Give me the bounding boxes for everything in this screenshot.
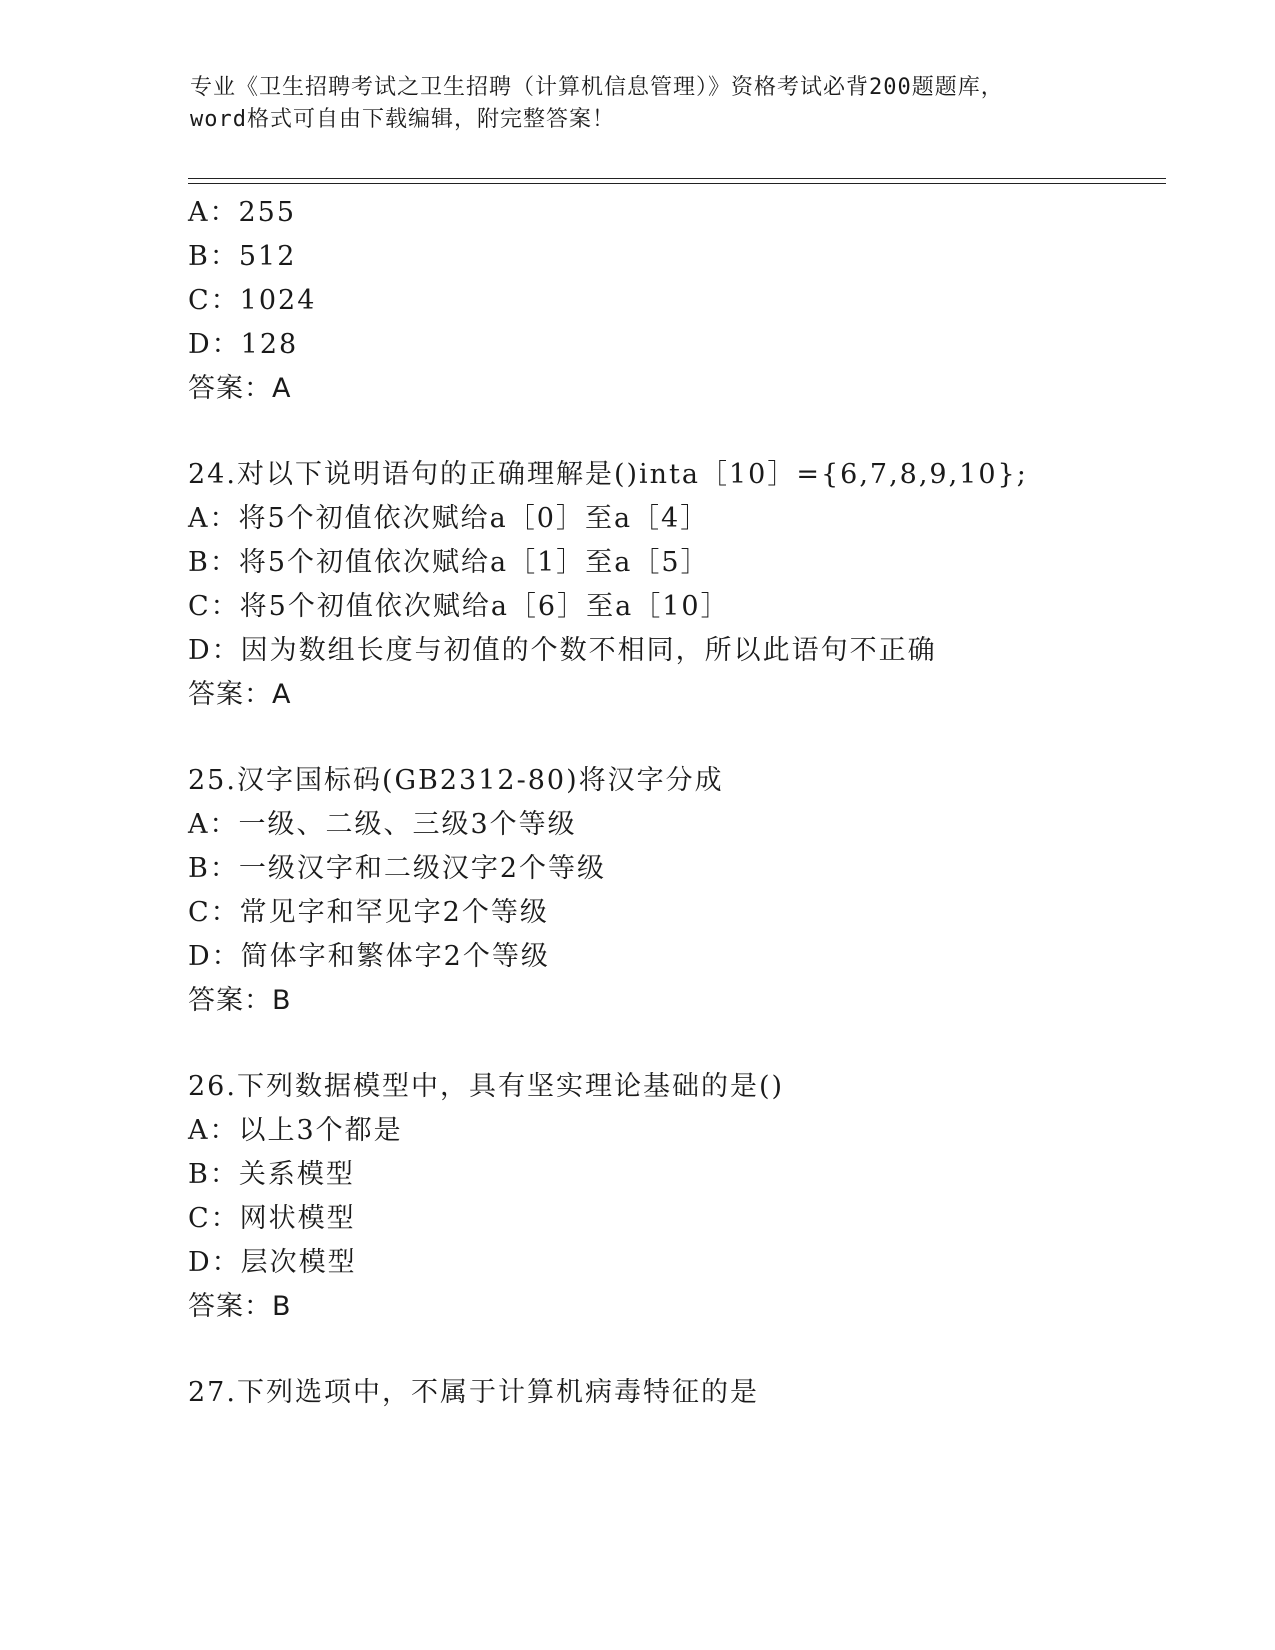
q26-option-a: A：以上3个都是 bbox=[188, 1115, 403, 1146]
header-line-1: 专业《卫生招聘考试之卫生招聘（计算机信息管理）》资格考试必背200题题库， bbox=[190, 75, 1004, 100]
q24-option-a: A：将5个初值依次赋给a［0］至a［4］ bbox=[188, 503, 710, 534]
q26-answer: 答案：B bbox=[188, 1291, 292, 1322]
q25-option-a: A：一级、二级、三级3个等级 bbox=[188, 809, 577, 840]
q23-answer: 答案：A bbox=[188, 373, 292, 404]
q23-option-d: D：128 bbox=[188, 329, 299, 360]
q23-option-a: A：255 bbox=[188, 197, 297, 228]
q24-option-c: C：将5个初值依次赋给a［6］至a［10］ bbox=[188, 591, 730, 622]
q24-option-b: B：将5个初值依次赋给a［1］至a［5］ bbox=[188, 547, 710, 578]
q25-option-b: B：一级汉字和二级汉字2个等级 bbox=[188, 853, 607, 884]
q25-answer: 答案：B bbox=[188, 985, 292, 1016]
q26-option-b: B：关系模型 bbox=[188, 1159, 355, 1190]
q23-option-c: C：1024 bbox=[188, 285, 317, 316]
q25-question: 25.汉字国标码(GB2312-80)将汉字分成 bbox=[188, 765, 724, 796]
q24-option-d: D：因为数组长度与初值的个数不相同，所以此语句不正确 bbox=[188, 635, 937, 666]
q23-option-b: B：512 bbox=[188, 241, 297, 272]
header-line-2: word格式可自由下载编辑，附完整答案！ bbox=[190, 107, 615, 132]
q24-answer: 答案：A bbox=[188, 679, 292, 710]
header-divider-top bbox=[188, 178, 1166, 179]
header-divider-bottom bbox=[188, 183, 1166, 184]
q24-question: 24.对以下说明语句的正确理解是()inta［10］={6,7,8,9,10}; bbox=[188, 459, 1028, 490]
q26-option-d: D：层次模型 bbox=[188, 1247, 357, 1278]
document-header bbox=[190, 72, 1090, 136]
q26-question: 26.下列数据模型中，具有坚实理论基础的是() bbox=[188, 1071, 785, 1102]
q26-option-c: C：网状模型 bbox=[188, 1203, 356, 1234]
q25-option-c: C：常见字和罕见字2个等级 bbox=[188, 897, 549, 928]
q27-question: 27.下列选项中，不属于计算机病毒特征的是 bbox=[188, 1377, 759, 1408]
q25-option-d: D：简体字和繁体字2个等级 bbox=[188, 941, 550, 972]
